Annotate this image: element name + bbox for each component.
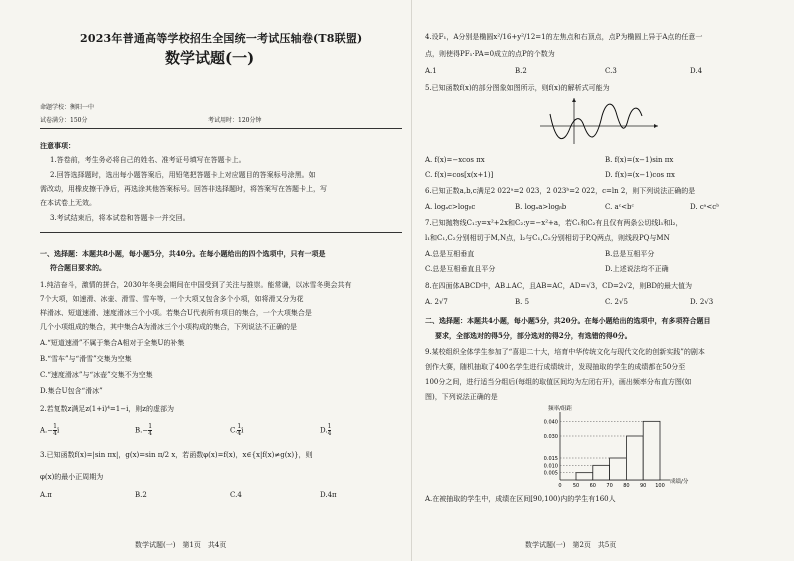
footer-left: 数学试题(一) 第1页 共4页 <box>135 541 227 549</box>
q5-x-arrow-icon <box>654 124 658 128</box>
q3-line1: 3.已知函数f(x)=|sin πx|，g(x)=sin π/2 x，若函数φ(x)=f(x)，x∈{x|f(x)≠g(x)}，则 <box>40 451 313 459</box>
q2-option-a <box>40 424 59 437</box>
histogram-x-tick-label: 90 <box>640 483 647 489</box>
q2-option-d <box>320 424 331 437</box>
q2-option-b-den: 4 <box>148 430 153 437</box>
exam-title: 2023年普通高等学校招生全国统一考试压轴卷(T8联盟) <box>80 32 363 45</box>
note-3: 3.考试结束后，将本试卷和答题卡一并交回。 <box>50 214 190 222</box>
q4-option-d: D.4 <box>690 67 703 75</box>
q7-option-d: D.上述说法均不正确 <box>605 265 669 273</box>
q3-option-d: D.4π <box>320 491 337 499</box>
histogram-bar <box>643 421 660 480</box>
histogram-x-tick-label: 50 <box>572 483 580 489</box>
meta-time: 考试用时：120分钟 <box>208 117 262 124</box>
note-2a: 2.回答选择题时，选出每小题答案后，用铅笔把答题卡上对应题目的答案标号涂黑。如 <box>50 171 316 179</box>
q3-option-b: B.2 <box>135 491 147 499</box>
q1-option-a: A.“短道速滑”不属于集合A相对于全集U的补集 <box>40 339 185 347</box>
notes-divider <box>40 232 402 233</box>
q1-option-d: D.集合U包含“滑冰” <box>40 387 103 395</box>
q9-option-a: A.在被抽取的学生中，成绩在区间[90,100)内的学生有160人 <box>425 495 616 503</box>
q6-option-d: D. cᵃ<cᵇ <box>690 203 720 211</box>
section1-line2: 符合题目要求的。 <box>50 263 106 272</box>
q8-option-b: B. 5 <box>515 298 530 306</box>
q7-line1: 7.已知抛物线C₁:y=x²+2x和C₂:y=−x²+a，若C₁和C₂有且仅有两条公切线l₁和l₂， <box>425 219 683 227</box>
q2-option-d-fraction <box>328 424 332 437</box>
page-fold-line <box>411 0 412 561</box>
notes-heading: 注意事项： <box>40 141 75 150</box>
q2-option-b-fraction <box>148 424 152 437</box>
section1-line1: 一、选择题：本题共8小题，每小题5分，共40分。在每小题给出的四个选项中，只有一项是 <box>40 249 326 258</box>
q6-option-b: B. logₐa>logᵦb <box>515 203 567 211</box>
meta-divider <box>40 128 402 129</box>
q5-stem: 5.已知函数f(x)的部分图象如图所示，则f(x)的解析式可能为 <box>425 84 610 92</box>
q5-option-a: A. f(x)=−xcos πx <box>425 156 485 164</box>
q2-option-c <box>230 424 243 437</box>
histogram-x-tick-label: 0 <box>558 483 562 489</box>
meta-score: 试卷满分：150分 <box>40 117 88 124</box>
q9-line2: 创作大赛，随机抽取了400名学生进行成绩统计，发现抽取的学生的成绩都在50分至 <box>425 363 686 371</box>
section2-line1: 二、选择题：本题共4小题，每小题5分，共20分。在每小题给出的选项中，有多项符合题目 <box>425 316 711 325</box>
histogram-y-tick-label: 0.010 <box>543 463 558 470</box>
q4-option-a: A.1 <box>425 67 437 75</box>
subject-title: 数学试题(一) <box>165 49 255 67</box>
q2-option-c-num: 1 <box>237 423 242 430</box>
histogram-bar <box>610 458 627 480</box>
histogram-svg <box>520 402 690 490</box>
q2-option-b-label: B.− <box>135 426 149 435</box>
q1-line2: 7个大项，如速滑、冰壶、滑雪、雪车等，一个大项又包含多个小项，如将滑又分为花 <box>40 295 304 303</box>
q1-line3: 样滑冰、短道速滑、速度滑冰三个小项。若集合U代表所有项目的集合，一个大项集合是 <box>40 309 312 317</box>
q2-option-d-label: D. <box>320 426 328 435</box>
q2-option-a-den: 4 <box>53 430 57 437</box>
histogram-bar <box>593 465 610 480</box>
histogram-y-tick-label: 0.005 <box>543 470 558 477</box>
q9-line1: 9.某校组织全体学生参加了“喜迎二十大，培育中华传统文化与现代文化的创新实践”的剧本 <box>425 348 705 356</box>
histogram-x-tick-label: 60 <box>589 483 596 489</box>
histogram-ylabel: 频率/组距 <box>548 406 572 412</box>
q2-option-c-tail: i <box>241 426 244 435</box>
section2-line2: 要求，全部选对的得5分，部分选对的得2分，有选错的得0分。 <box>435 331 632 340</box>
q5-curve <box>550 104 642 139</box>
q2-option-a-tail: i <box>56 426 60 435</box>
histogram-bar <box>576 473 593 480</box>
q1-option-b: B.“雪车”与“滑雪”交集为空集 <box>40 355 132 363</box>
histogram-x-ticks <box>558 483 664 489</box>
q8-stem: 8.在四面体ABCD中，AB⊥AC，且AB=AC，AD=√3，CD=2√2，则BD的最大值为 <box>425 282 693 290</box>
note-2c: 在本试卷上无效。 <box>40 199 96 207</box>
meta-school: 命题学校：衡阳一中 <box>40 104 95 111</box>
q2-option-b <box>135 424 152 437</box>
histogram-y-tick-label: 0.030 <box>543 434 558 440</box>
q6-option-a: A. logₐc>logᵦc <box>425 203 476 211</box>
q8-option-d: D. 2√3 <box>690 298 714 306</box>
q1-option-c: C.“速度滑冰”与“冰壶”交集不为空集 <box>40 371 153 379</box>
q1-line4: 几个小项组成的集合，其中集合A为滑冰三个小项构成的集合，下列说法不正确的是 <box>40 323 298 331</box>
q2-option-c-label: C. <box>230 426 238 435</box>
q2-option-a-num: 1 <box>53 423 57 430</box>
q5-option-c: C. f(x)=cos[x(x+1)] <box>425 171 494 179</box>
footer-right: 数学试题(一) 第2页 共5页 <box>525 541 617 549</box>
q5-option-b: B. f(x)=(x−1)sin πx <box>605 156 674 164</box>
q7-option-a: A.总是互相垂直 <box>425 250 475 258</box>
q2-option-c-den: 4 <box>237 430 242 437</box>
q3-option-c: C.4 <box>230 491 242 499</box>
histogram-y-tick-label: 0.040 <box>543 419 558 426</box>
q5-option-d: D. f(x)=(x−1)cos πx <box>605 171 675 179</box>
q4-option-c: C.3 <box>605 67 617 75</box>
q2-option-d-num: 1 <box>327 423 332 430</box>
histogram-bar <box>626 436 643 480</box>
q6-stem: 6.已知正数a,b,c满足2 022ᵃ=2 023，2 023ᵇ=2 022，c=ln 2，则下列说法正确的是 <box>425 187 696 195</box>
histogram-x-tick-label: 70 <box>606 483 613 489</box>
q2-option-a-label: A.− <box>40 426 54 435</box>
histogram-y-tick-label: 0.015 <box>543 456 558 462</box>
histogram-bars <box>560 421 660 480</box>
q8-option-c: C. 2√5 <box>605 298 628 306</box>
histogram-xlabel: 成绩/分 <box>670 479 689 485</box>
q5-y-arrow-icon <box>572 98 576 102</box>
q1-line1: 1.纯洁奋斗，激情的拼合，2030年冬奥会期间在中国受到了关注与推崇。能常谦，以冰雪冬奥会共有 <box>40 281 352 289</box>
q9-line3: 100分之间，进行适当分组后(每组的取值区间均为左闭右开)，画出频率分布直方图(如 <box>425 378 692 386</box>
note-2b: 需改动，用橡皮擦干净后，再选涂其他答案标号。回答非选择题时，将答案写在答题卡上，写 <box>40 185 327 193</box>
q7-option-b: B.总是互相平分 <box>605 250 655 258</box>
q2-option-b-num: 1 <box>148 423 153 430</box>
histogram-x-tick-label: 100 <box>655 483 665 489</box>
q5-function-graph <box>540 96 660 146</box>
q4-line2: 点，则使得PF₁·PA=0成立的点P的个数为 <box>425 50 555 58</box>
histogram-x-tick-label: 80 <box>623 483 630 489</box>
q3-option-a: A.π <box>40 491 52 499</box>
note-1: 1.答卷前，考生务必将自己的姓名、准考证号填写在答题卡上。 <box>50 156 246 164</box>
q6-option-c: C. aᶜ<bᶜ <box>605 203 634 211</box>
histogram-chart <box>520 402 690 490</box>
q3-line2: φ(x)的最小正周期为 <box>40 473 104 481</box>
q8-option-a: A. 2√7 <box>425 298 448 306</box>
q7-option-c: C.总是互相垂直且平分 <box>425 265 496 273</box>
q2-option-d-den: 4 <box>327 430 332 437</box>
q2-stem: 2.若复数z满足z(1+i)⁴=1−i，则z的虚部为 <box>40 405 174 413</box>
q4-line1: 4.设F₁，A分别是椭圆x²/16+y²/12=1的左焦点和右顶点，点P为椭圆上异于A点的任意一 <box>425 33 703 41</box>
q4-option-b: B.2 <box>515 67 527 75</box>
histogram-y-ticks <box>544 419 558 476</box>
q9-line4: 图)，下列说法正确的是 <box>425 393 498 401</box>
q7-line2: l₁和C₁,C₂分别相切于M,N点，l₂与C₁,C₂分别相切于P,Q两点，则线段PQ与MN <box>425 234 670 242</box>
